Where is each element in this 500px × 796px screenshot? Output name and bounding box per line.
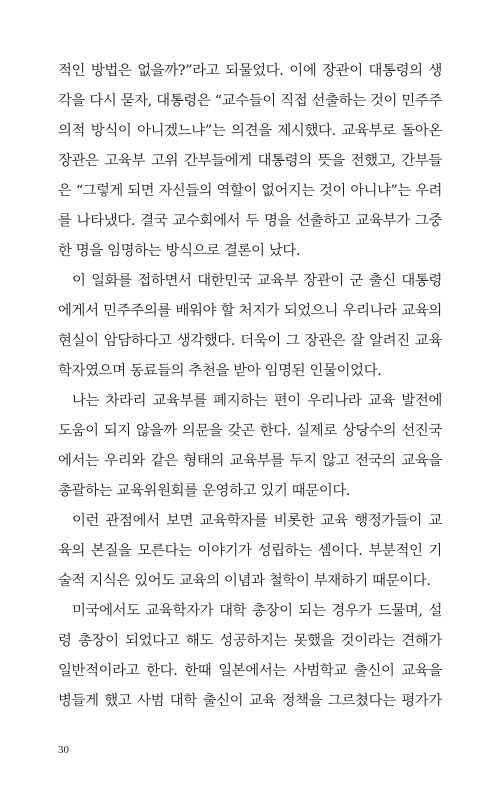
text-line: 육의 본질을 모른다는 이야기가 성립하는 셈이다. 부분적인 기 (58, 543, 442, 559)
text-line: 도움이 되지 않을까 의문을 갖곤 한다. 실제로 상당수의 선진국 (58, 423, 442, 439)
text-line: 에게서 민주주의를 배워야 할 처지가 되었으니 우리나라 교육의 (58, 303, 442, 319)
text-line: 한 명을 임명하는 방식으로 결론이 났다. (58, 243, 301, 259)
text-line: 에서는 우리와 같은 형태의 교육부를 두지 않고 전국의 교육을 (58, 453, 442, 469)
paragraph-first-line: 미국에서도 교육학자가 대학 총장이 되는 경우가 드물며, 설 (72, 603, 442, 619)
text-line: 장관은 고육부 고위 간부들에게 대통령의 뜻을 전했고, 간부들 (58, 153, 442, 169)
text-line: 술적 지식은 있어도 교육의 이념과 철학이 부재하기 때문이다. (58, 573, 431, 589)
text-line: 현실이 암담하다고 생각했다. 더욱이 그 장관은 잘 알려진 교육 (58, 333, 442, 349)
paragraph-first-line: 나는 차라리 교육부를 폐지하는 편이 우리나라 교육 발전에 (72, 393, 442, 409)
text-line: 총괄하는 교육위원회를 운영하고 있기 때문이다. (58, 483, 351, 499)
paragraph-first-line: 이런 관점에서 보면 교육학자를 비롯한 교육 행정가들이 교 (72, 513, 442, 529)
page-body (58, 56, 442, 716)
text-line: 령 총장이 되었다고 해도 성공하지는 못했을 것이라는 견해가 (58, 633, 442, 649)
paragraph-first-line: 이 일화를 접하면서 대한민국 교육부 장관이 군 출신 대통령 (72, 273, 442, 289)
text-line: 를 나타냈다. 결국 교수회에서 두 명을 선출하고 교육부가 그중 (58, 213, 442, 229)
page-number: 30 (58, 744, 69, 756)
text-line: 학자였으며 동료들의 추천을 받아 임명된 인물이었다. (58, 363, 382, 379)
text-line: 적인 방법은 없을까?”라고 되물었다. 이에 장관이 대통령의 생 (58, 63, 442, 79)
text-line: 일반적이라고 한다. 한때 일본에서는 사범학교 출신이 교육을 (58, 663, 442, 679)
text-line: 의적 방식이 아니겠느냐”는 의견을 제시했다. 교육부로 돌아온 (58, 123, 442, 139)
text-line: 병들게 했고 사범 대학 출신이 교육 정책을 그르쳤다는 평가가 (58, 693, 442, 709)
text-line: 각을 다시 묻자, 대통령은 “교수들이 직접 선출하는 것이 민주주 (58, 93, 442, 109)
text-line: 은 “그렇게 되면 자신들의 역할이 없어지는 것이 아니냐”는 우려 (58, 183, 442, 199)
